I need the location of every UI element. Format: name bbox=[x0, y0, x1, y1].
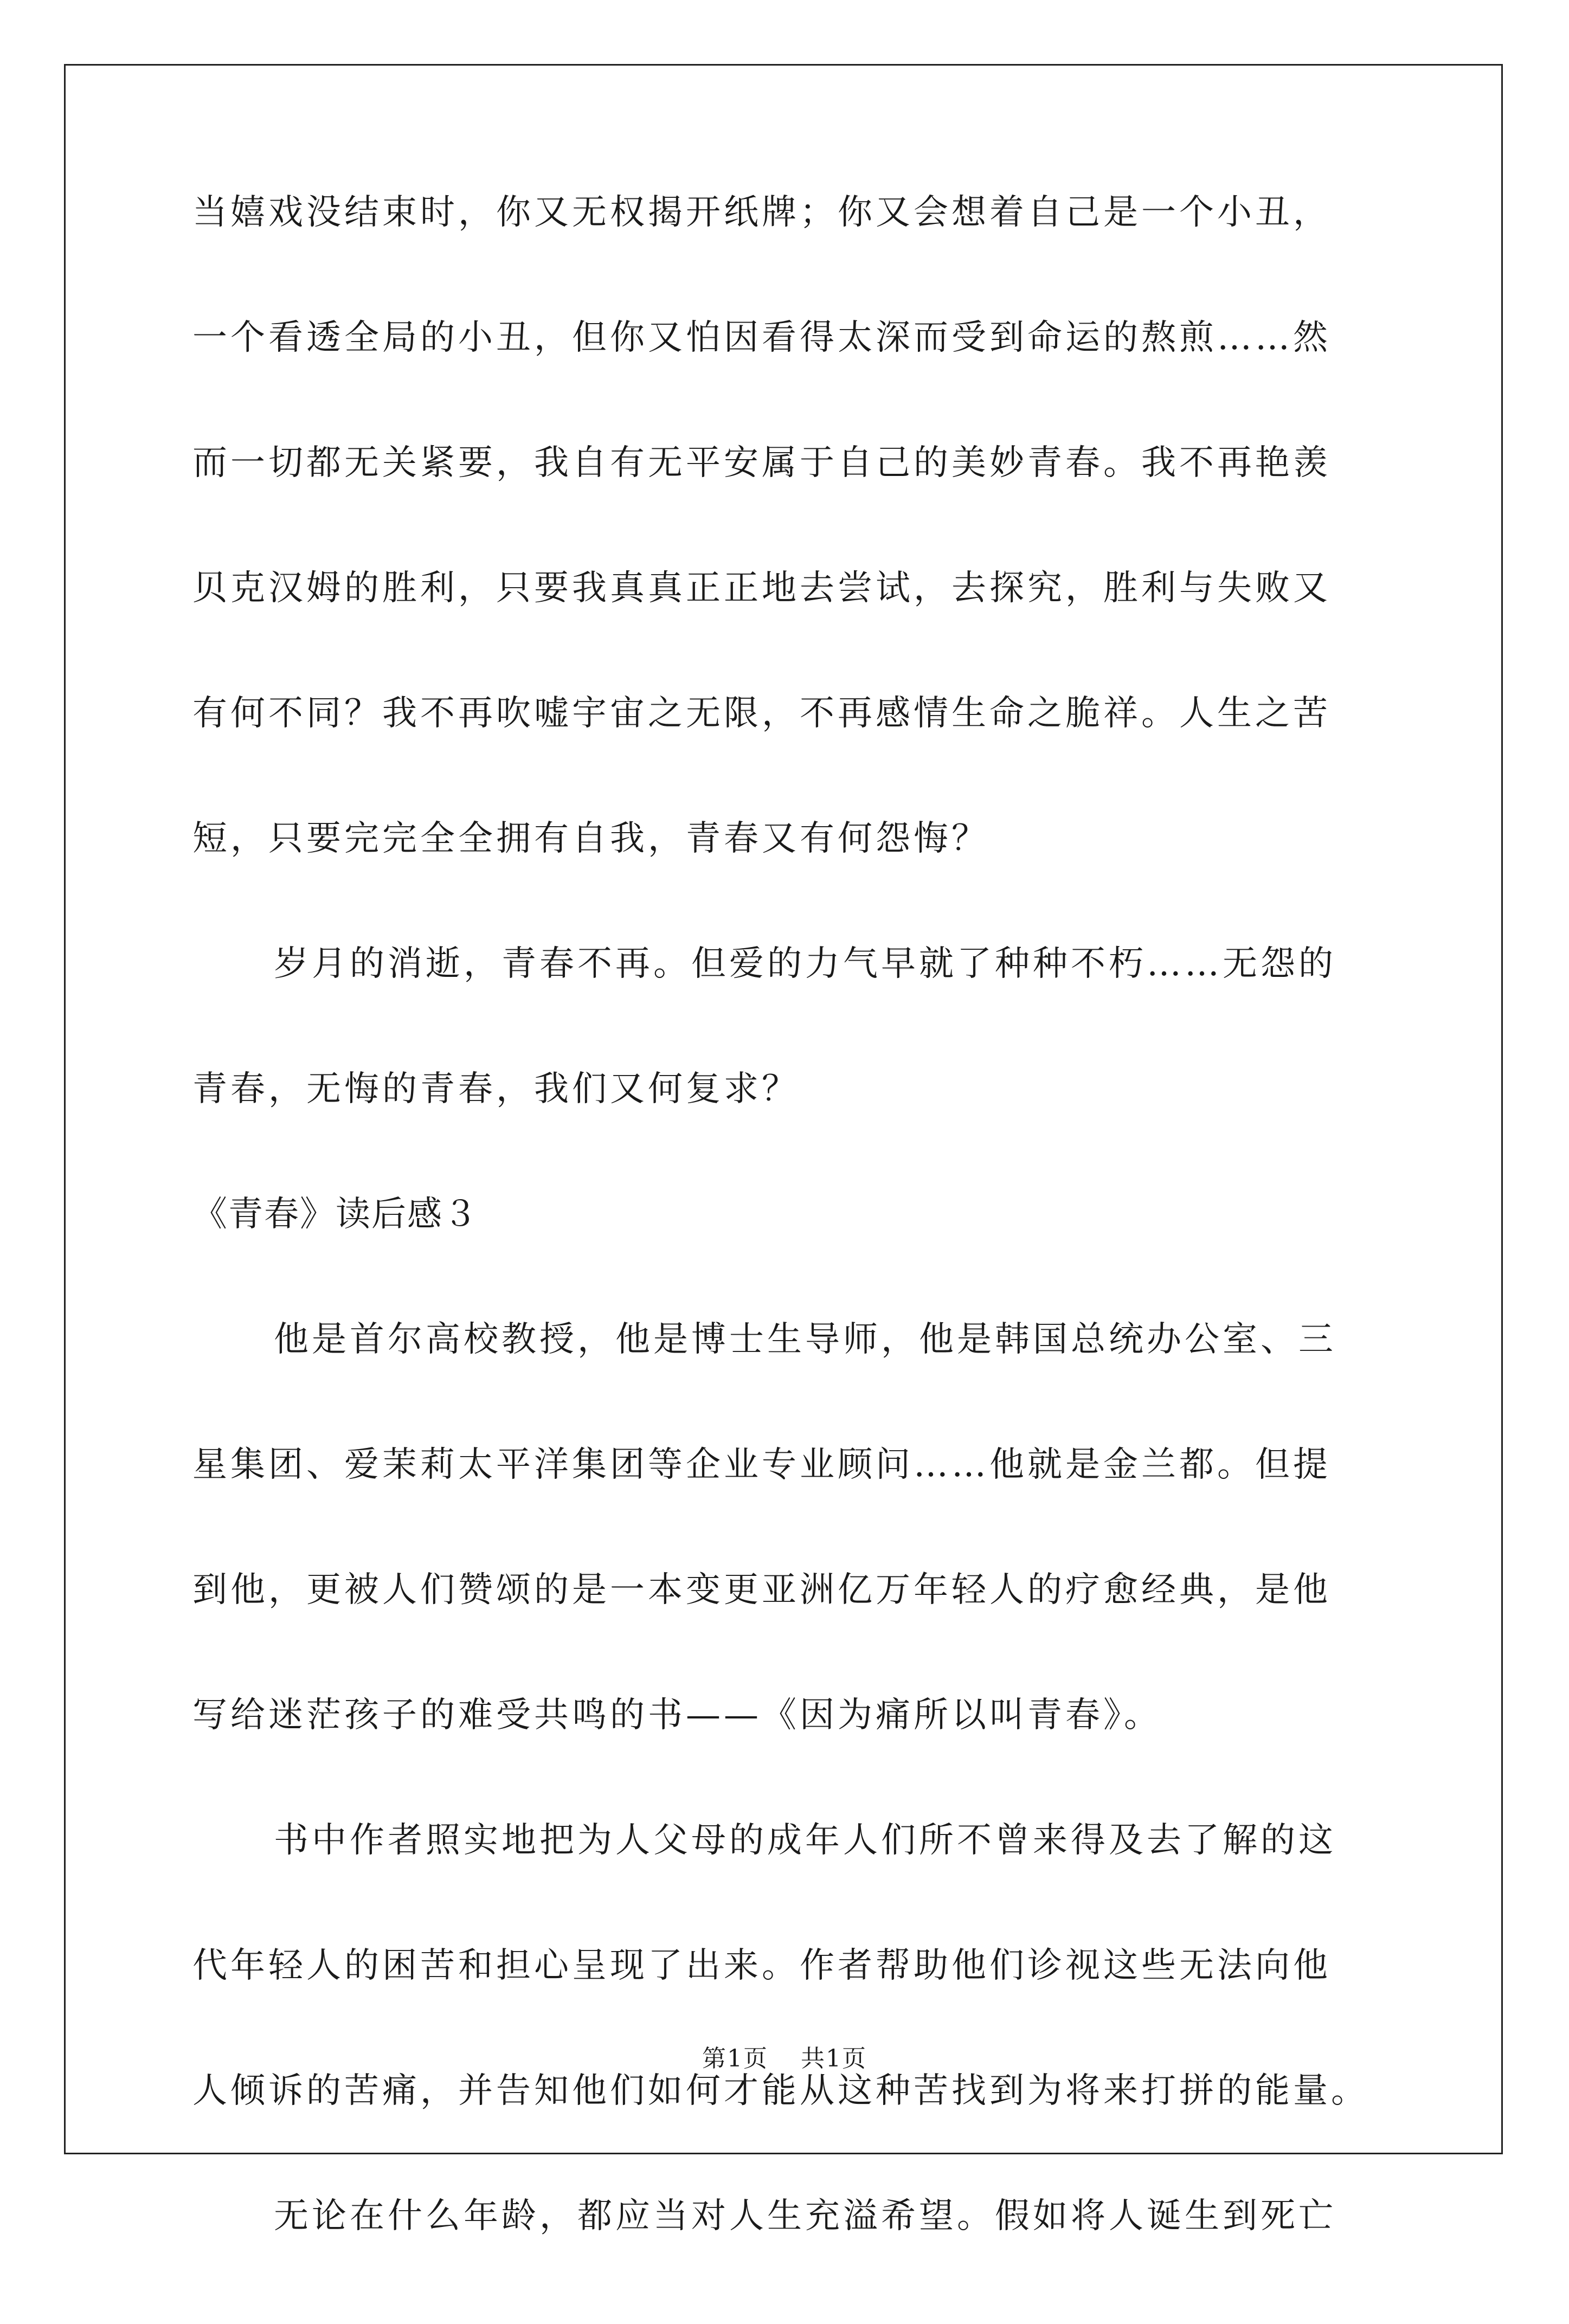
text-line: 他是首尔高校教授，他是博士生导师，他是韩国总统办公室、三 bbox=[274, 1319, 1336, 1360]
text-line: 代年轻人的困苦和担心呈现了出来。作者帮助他们诊视这些无法向他 bbox=[192, 1946, 1331, 1986]
text-line: 而一切都无关紧要，我自有无平安属于自己的美妙青春。我不再艳羡 bbox=[192, 443, 1331, 483]
document-body bbox=[192, 192, 1369, 2324]
text-line: 贝克汉姆的胜利，只要我真真正正地去尝试，去探究，胜利与失败又 bbox=[192, 568, 1331, 608]
text-line: 到他，更被人们赞颂的是一本变更亚洲亿万年轻人的疗愈经典，是他 bbox=[192, 1570, 1331, 1610]
text-line: 写给迷茫孩子的难受共鸣的书——《因为痛所以叫青春》。 bbox=[192, 1695, 1162, 1735]
page-number-total: 共1页 bbox=[801, 2045, 867, 2072]
text-line: 一个看透全局的小丑，但你又怕因看得太深而受到命运的熬煎……然 bbox=[192, 318, 1331, 358]
page-number-current: 第1页 bbox=[702, 2045, 768, 2072]
text-line: 无论在什么年龄，都应当对人生充溢希望。假如将人诞生到死亡 bbox=[274, 2196, 1336, 2236]
text-line: 短，只要完完全全拥有自我，青春又有何怨悔？ bbox=[192, 819, 989, 859]
text-line: 人倾诉的苦痛，并告知他们如何才能从这种苦找到为将来打拼的能量。 bbox=[192, 2071, 1369, 2111]
text-line: 书中作者照实地把为人父母的成年人们所不曾来得及去了解的这 bbox=[274, 1820, 1336, 1861]
text-line: 星集团、爱茉莉太平洋集团等企业专业顾问……他就是金兰都。但提 bbox=[192, 1445, 1331, 1485]
page-footer bbox=[0, 2047, 1569, 2071]
text-line: 当嬉戏没结束时，你又无权揭开纸牌；你又会想着自己是一个小丑， bbox=[192, 192, 1331, 233]
text-line: 岁月的消逝，青春不再。但爱的力气早就了种种不朽……无怨的 bbox=[274, 944, 1336, 984]
section-heading: 《青春》读后感３ bbox=[192, 1194, 479, 1234]
text-line: 有何不同？我不再吹嘘宇宙之无限，不再感情生命之脆祥。人生之苦 bbox=[192, 693, 1331, 733]
text-line: 青春，无悔的青春，我们又何复求？ bbox=[192, 1069, 800, 1109]
